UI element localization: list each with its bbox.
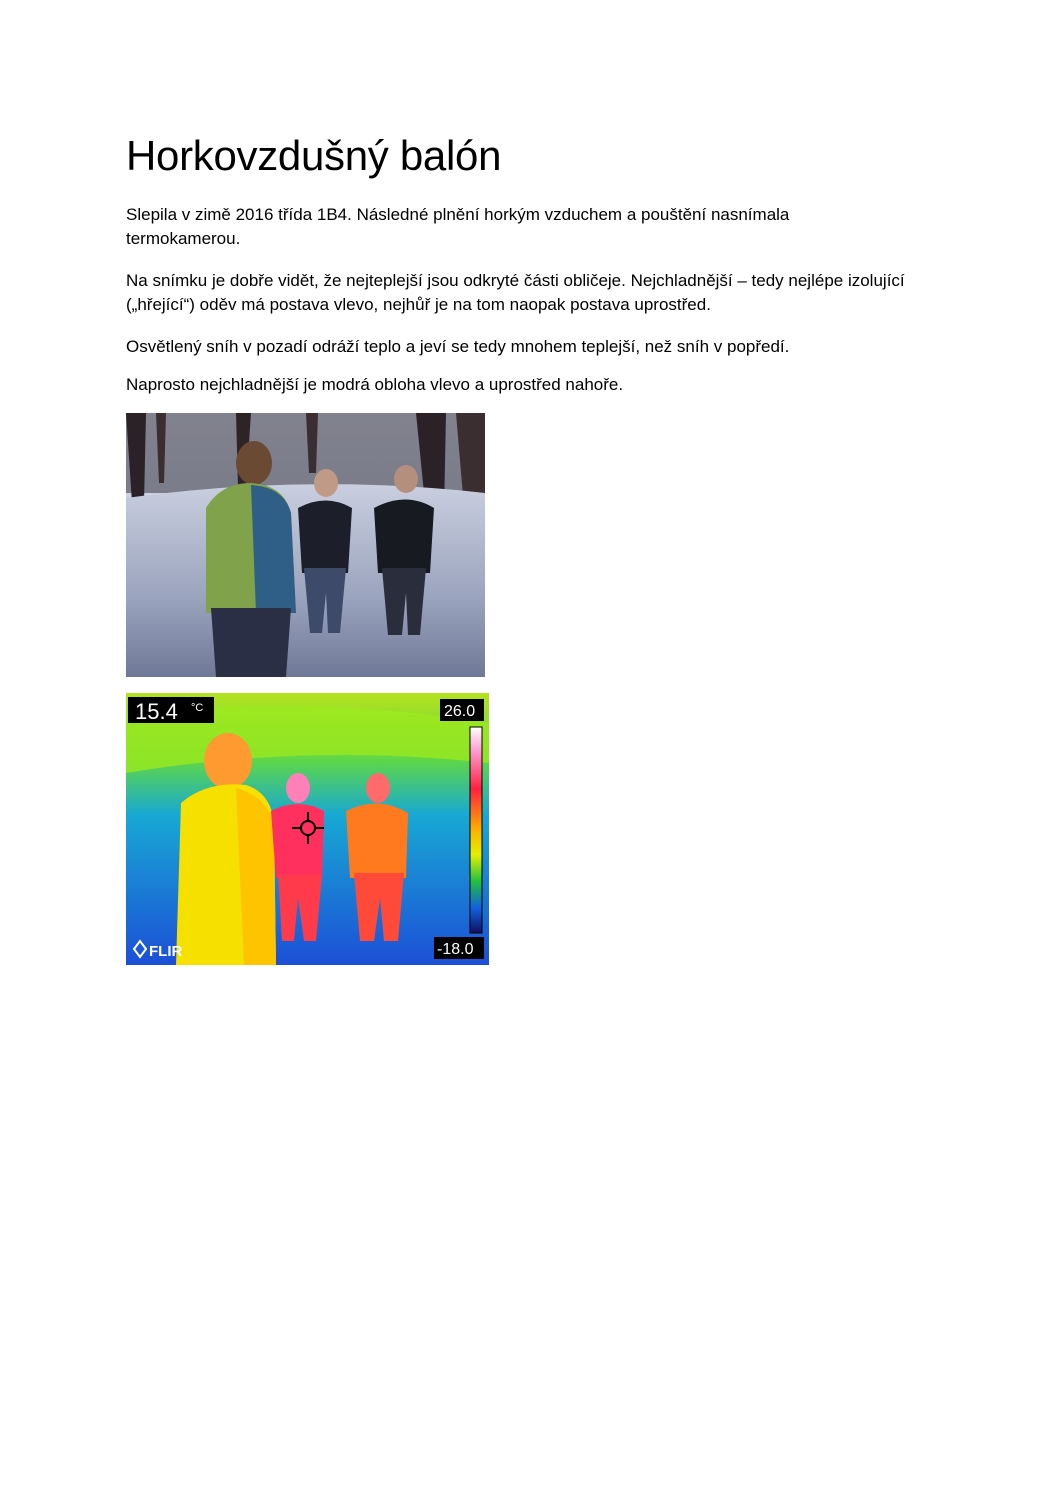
spot-temperature-unit: °C [191, 702, 204, 714]
paragraph-sky: Naprosto nejchladnější je modrá obloha vlevo a uprostřed nahoře. [126, 375, 624, 394]
paragraph-intro: Slepila v zimě 2016 třída 1B4. Následné plnění horkým vzduchem a pouštění nasnímala termokamerou. [126, 205, 790, 248]
flir-brand: FLIR [149, 943, 183, 960]
scale-min-value: -18.0 [437, 941, 474, 958]
winter-photo [126, 413, 485, 677]
paragraph-snow: Osvětlený sníh v pozadí odráží teplo a jeví se tedy mnohem teplejší, než sníh v popředí. [126, 337, 790, 356]
temperature-scale-bar [470, 727, 482, 933]
paragraph-observation: Na snímku je dobře vidět, že nejteplejší jsou odkryté části obličeje. Nejchladnější – tedy nejlépe izolující („hřející“) oděv má postava vlevo, nejhůř je na tom naopak postava uprostřed. [126, 271, 905, 314]
thermal-image [126, 693, 489, 965]
document-title: Horkovzdušný balón [126, 132, 502, 179]
scale-max-value: 26.0 [444, 703, 476, 720]
spot-temperature: 15.4 [135, 699, 178, 724]
